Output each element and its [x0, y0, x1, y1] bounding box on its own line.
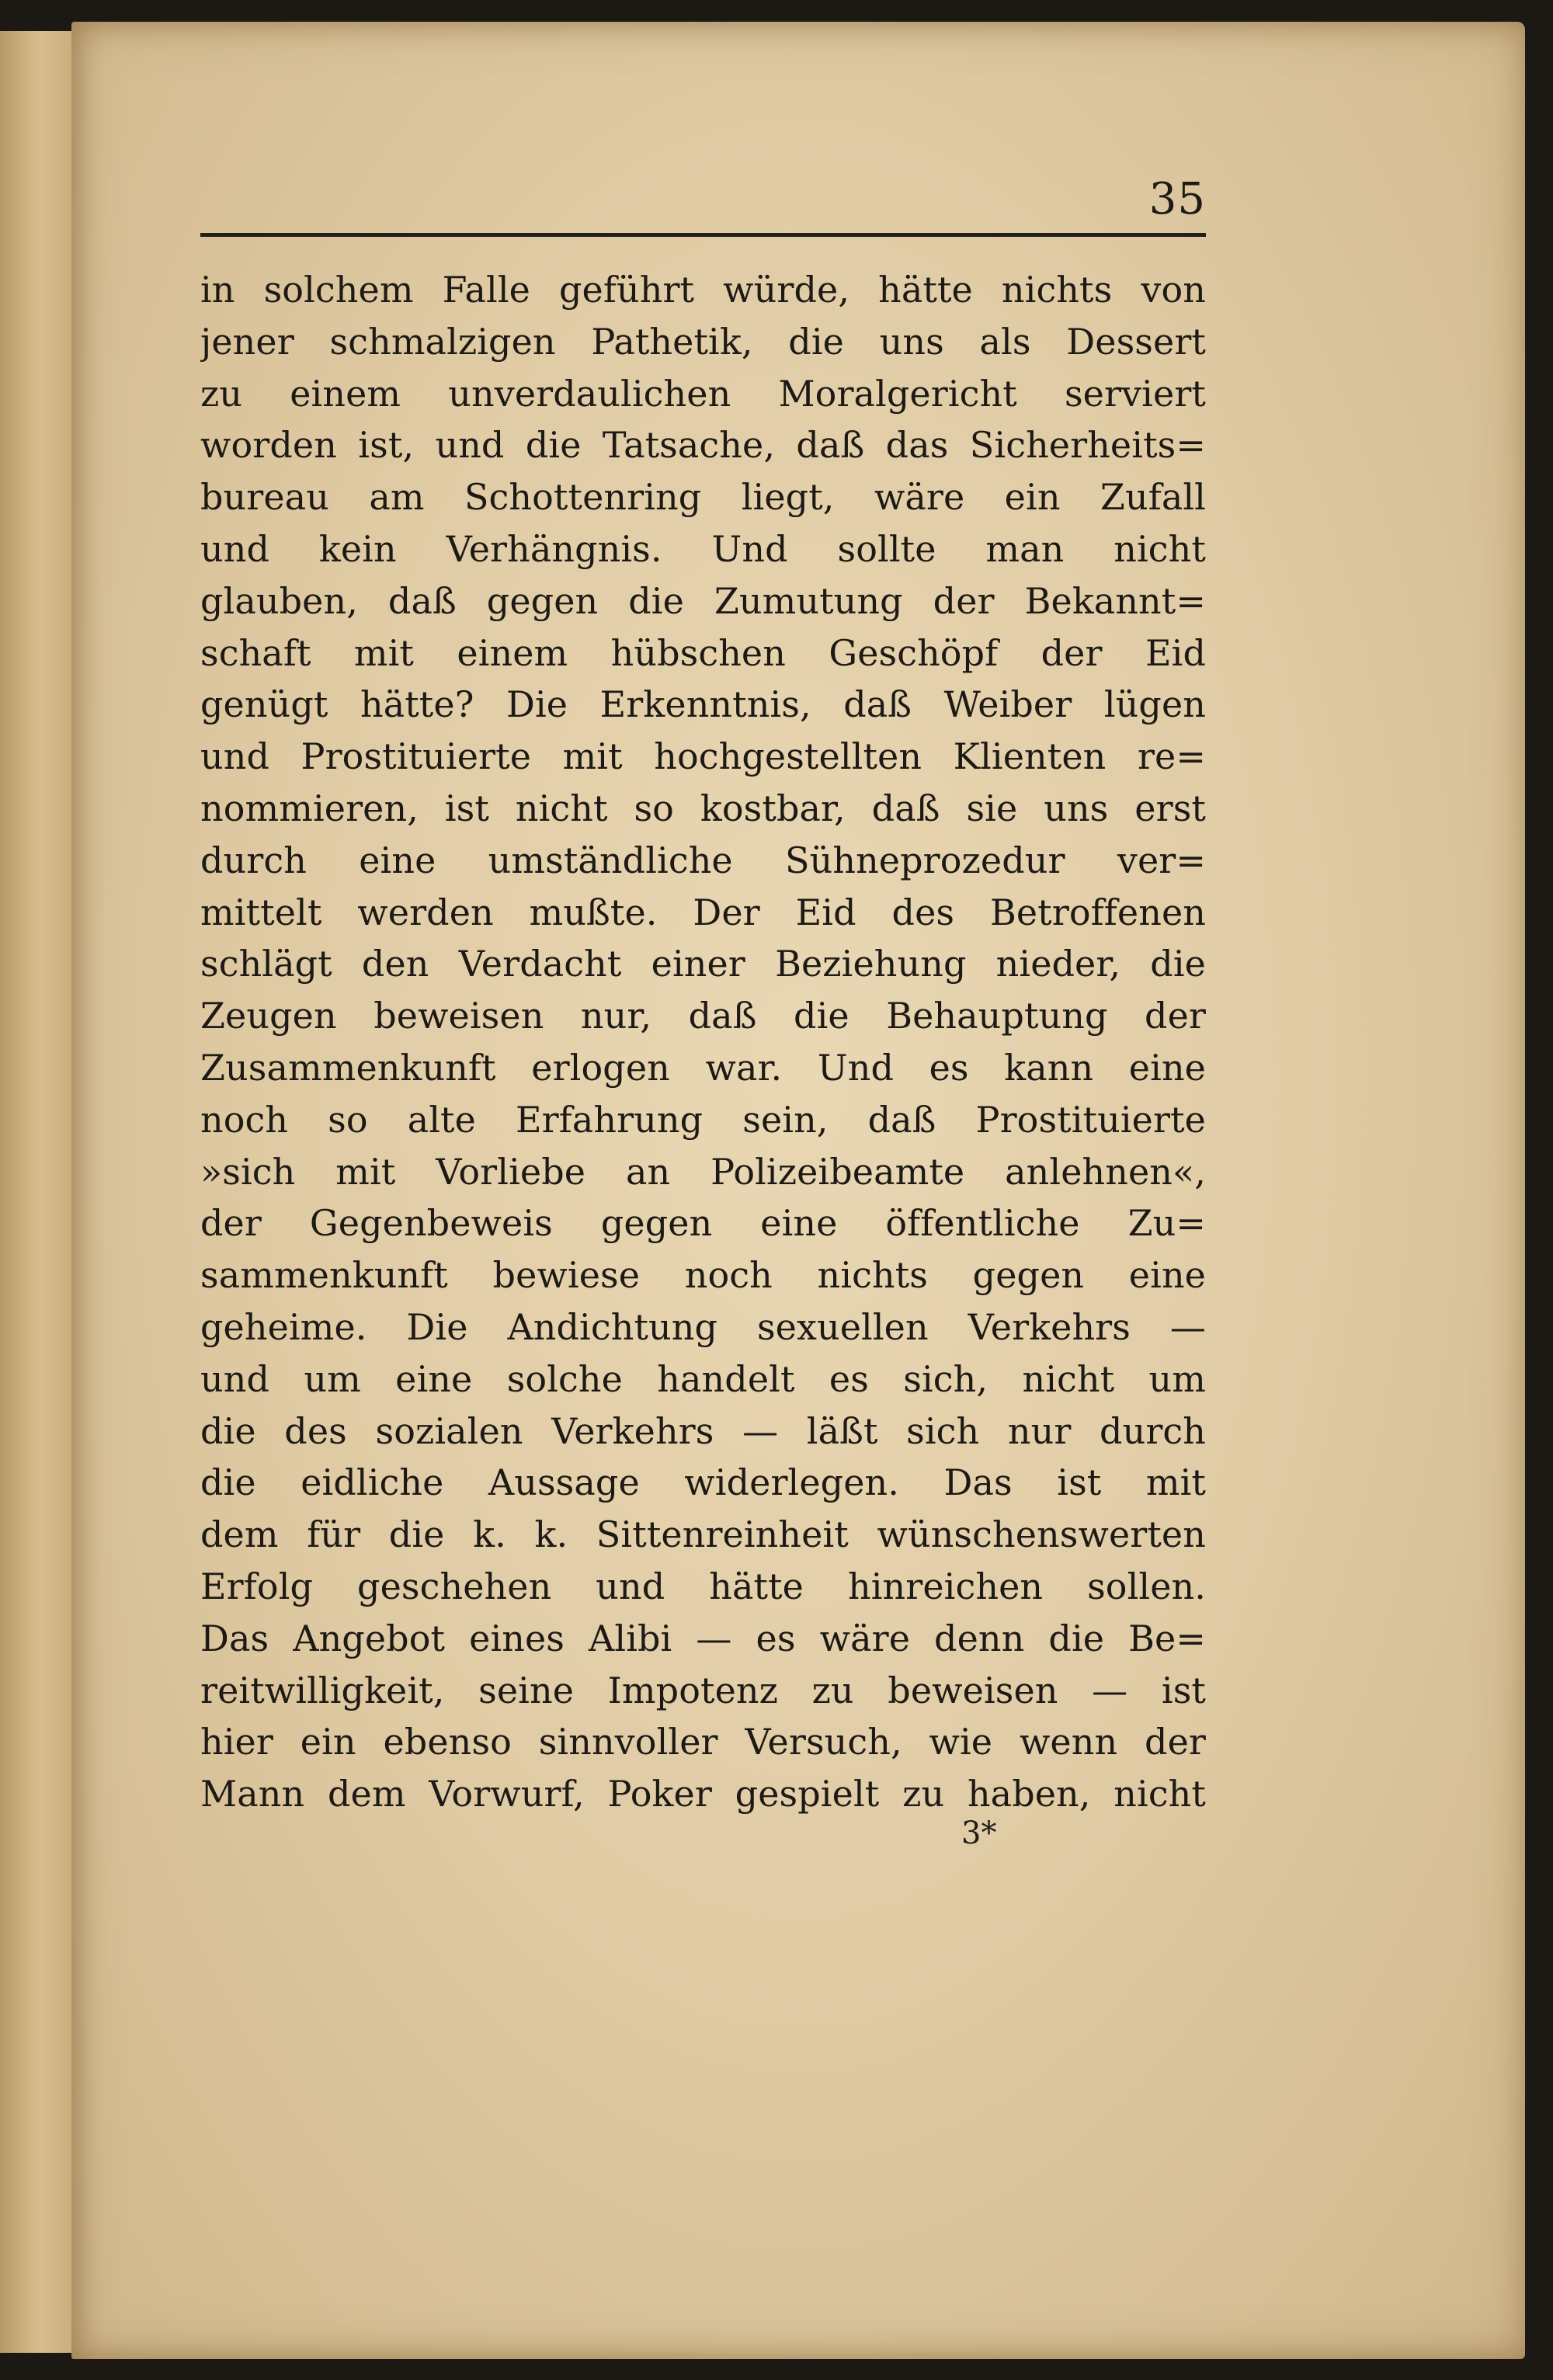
text-line: worden ist, und die Tatsache, daß das Sicherheits= — [200, 424, 1206, 467]
previous-page-edge — [0, 31, 76, 2353]
text-line: der Gegenbeweis gegen eine öffentliche Zu= — [200, 1202, 1206, 1245]
text-line: nommieren, ist nicht so kostbar, daß sie uns erst — [200, 787, 1206, 829]
text-line: jener schmalzigen Pathetik, die uns als Dessert — [200, 320, 1206, 363]
text-line: geheime. Die Andichtung sexuellen Verkehrs — — [200, 1305, 1206, 1348]
signature-mark: 3* — [961, 1815, 997, 1851]
text-line: sammenkunft bewiese noch nichts gegen eine — [200, 1254, 1206, 1297]
text-line: schlägt den Verdacht einer Beziehung nieder, die — [200, 943, 1206, 985]
page-number: 35 — [1148, 174, 1206, 224]
text-line: hier ein ebenso sinnvoller Versuch, wie wenn der — [200, 1721, 1206, 1763]
text-line: durch eine umständliche Sühneprozedur ver= — [200, 839, 1206, 881]
text-line: und kein Verhängnis. Und sollte man nicht — [200, 527, 1206, 570]
text-line: Erfolg geschehen und hätte hinreichen sollen. — [200, 1565, 1206, 1607]
text-line: Mann dem Vorwurf, Poker gespielt zu haben, nicht — [200, 1773, 1206, 1815]
body-text — [200, 264, 1206, 1820]
text-line: Das Angebot eines Alibi — es wäre denn die Be= — [200, 1617, 1206, 1659]
page-header — [200, 152, 1206, 238]
text-line: genügt hätte? Die Erkenntnis, daß Weiber lügen — [200, 683, 1206, 726]
text-line: reitwilligkeit, seine Impotenz zu beweisen — ist — [200, 1669, 1206, 1711]
text-line: glauben, daß gegen die Zumutung der Bekannt= — [200, 579, 1206, 622]
text-line: Zusammenkunft erlogen war. Und es kann eine — [200, 1046, 1206, 1089]
text-line: Zeugen beweisen nur, daß die Behauptung der — [200, 995, 1206, 1037]
text-line: zu einem unverdaulichen Moralgericht serviert — [200, 372, 1206, 415]
text-line: bureau am Schottenring liegt, wäre ein Zufall — [200, 476, 1206, 519]
text-line: »sich mit Vorliebe an Polizeibeamte anlehnen«, — [200, 1150, 1206, 1193]
text-line: dem für die k. k. Sittenreinheit wünschenswerten — [200, 1513, 1206, 1556]
text-line: noch so alte Erfahrung sein, daß Prostituierte — [200, 1098, 1206, 1141]
text-line: und um eine solche handelt es sich, nicht um — [200, 1357, 1206, 1400]
header-rule — [200, 233, 1206, 237]
text-line: mittelt werden mußte. Der Eid des Betroffenen — [200, 891, 1206, 933]
text-line: die eidliche Aussage widerlegen. Das ist mit — [200, 1461, 1206, 1504]
text-line: die des sozialen Verkehrs — läßt sich nur durch — [200, 1409, 1206, 1452]
text-line: schaft mit einem hübschen Geschöpf der Eid — [200, 631, 1206, 674]
text-line: und Prostituierte mit hochgestellten Klienten re= — [200, 735, 1206, 778]
text-line: in solchem Falle geführt würde, hätte nichts von — [200, 269, 1206, 311]
